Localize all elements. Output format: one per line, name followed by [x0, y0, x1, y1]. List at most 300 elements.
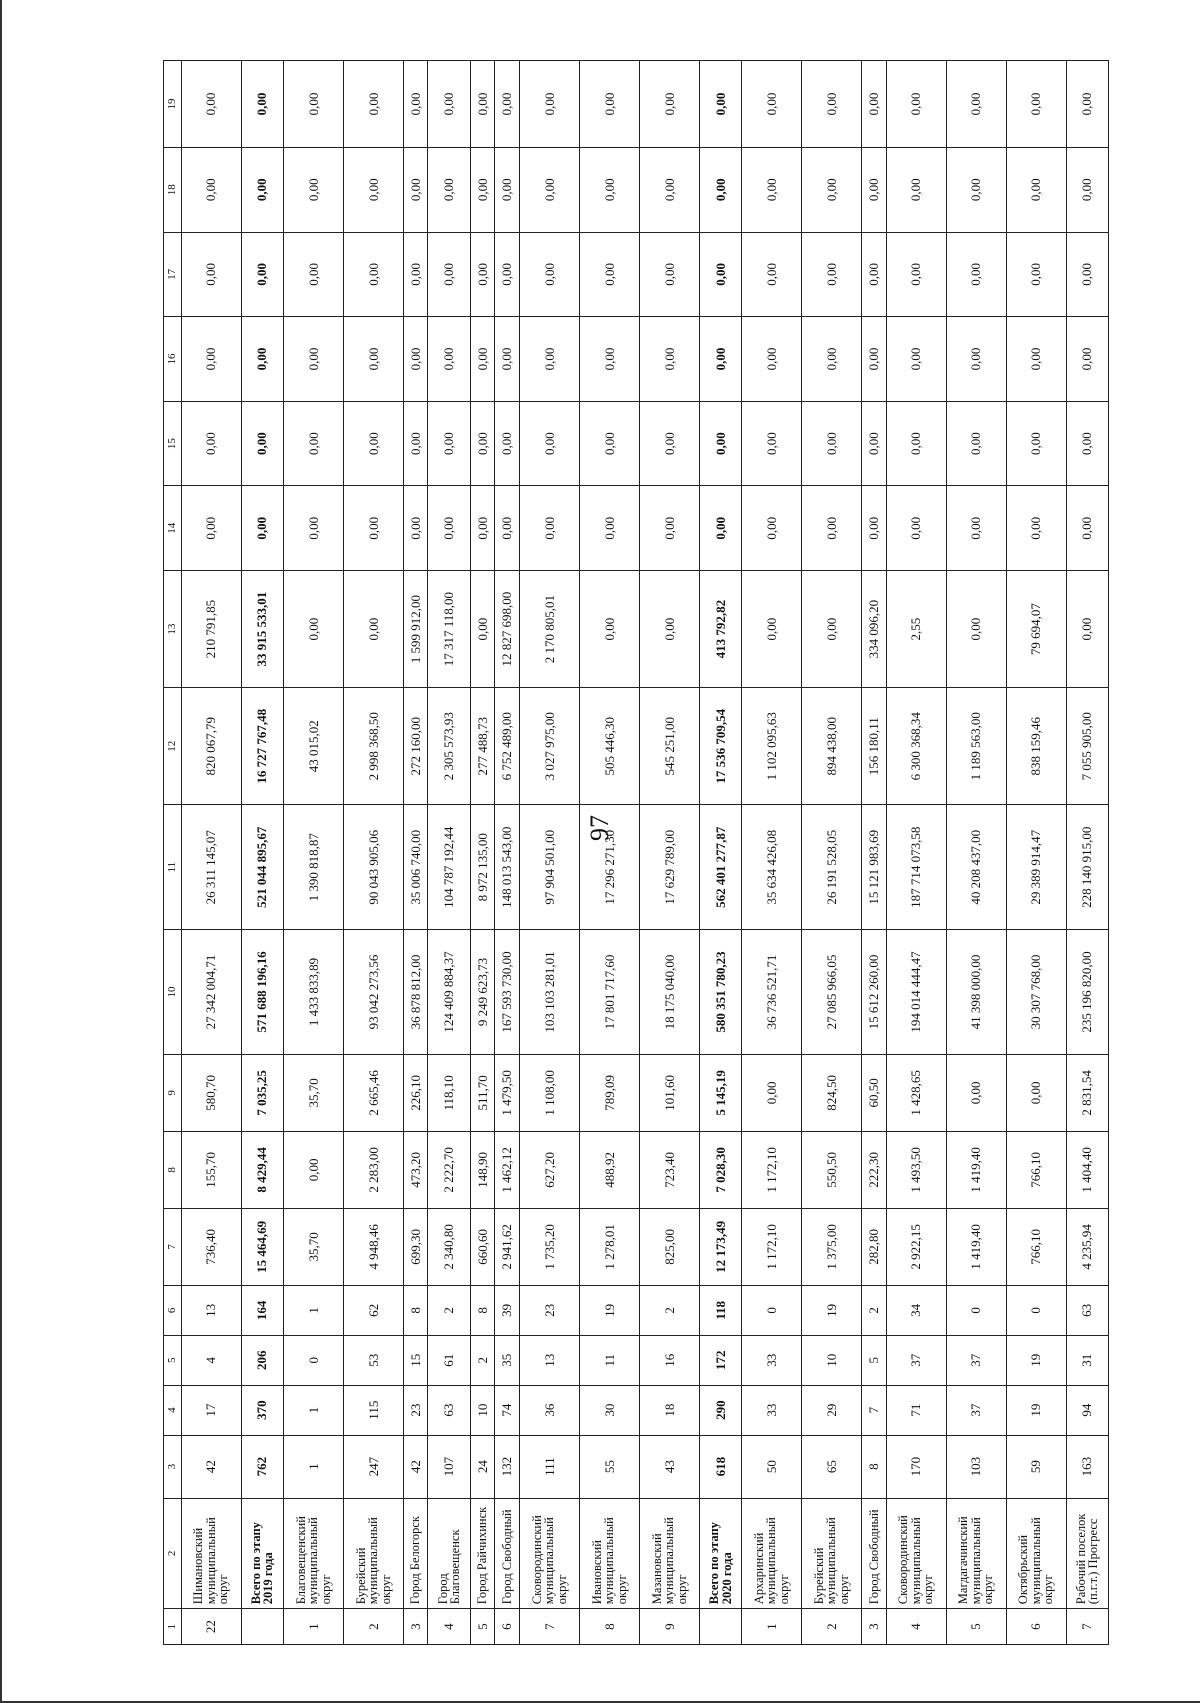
value-cell: 571 688 196,16 [241, 930, 283, 1055]
value-cell: 0,00 [470, 401, 495, 486]
table-row [1006, 61, 1066, 1645]
row-number-cell: 22 [181, 1609, 241, 1645]
value-cell: 17 [181, 1385, 241, 1435]
column-number: 3 [164, 1435, 182, 1498]
value-cell: 118 [699, 1285, 741, 1335]
value-cell: 0,00 [699, 147, 741, 232]
value-cell: 0,00 [1066, 61, 1108, 148]
value-cell: 0,00 [470, 61, 495, 148]
value-cell: 1 419,40 [946, 1131, 1006, 1208]
name-cell: Сковородинский муниципальный округ [886, 1498, 946, 1609]
value-cell: 413 792,82 [699, 570, 741, 687]
name-cell: Сковородинский муниципальный округ [520, 1498, 580, 1609]
value-cell: 29 [802, 1385, 862, 1435]
value-cell: 124 409 884,37 [428, 930, 470, 1055]
value-cell: 0,00 [946, 1054, 1006, 1131]
column-number: 9 [164, 1054, 182, 1131]
value-cell: 33 915 533,01 [241, 570, 283, 687]
value-cell: 0,00 [520, 401, 580, 486]
value-cell: 2 [428, 1285, 470, 1335]
column-number: 2 [164, 1498, 182, 1609]
table-row [520, 61, 580, 1645]
column-number: 10 [164, 930, 182, 1055]
value-cell: 0,00 [495, 147, 520, 232]
value-cell: 0,00 [1066, 486, 1108, 571]
value-cell: 93 042 273,56 [343, 930, 403, 1055]
value-cell: 2 [470, 1335, 495, 1385]
value-cell: 8 [470, 1285, 495, 1335]
value-cell: 550,50 [802, 1131, 862, 1208]
value-cell: 0,00 [886, 232, 946, 317]
column-number: 11 [164, 805, 182, 930]
value-cell: 97 904 501,00 [520, 805, 580, 930]
value-cell: 0,00 [428, 147, 470, 232]
value-cell: 0,00 [580, 570, 640, 687]
value-cell: 0,00 [428, 232, 470, 317]
value-cell: 0,00 [802, 232, 862, 317]
value-cell: 118,10 [428, 1054, 470, 1131]
value-cell: 9 249 623,73 [470, 930, 495, 1055]
value-cell: 0,00 [1066, 570, 1108, 687]
value-cell: 545 251,00 [639, 688, 699, 805]
value-cell: 0,00 [495, 317, 520, 402]
value-cell: 35 634 426,08 [742, 805, 802, 930]
value-cell: 0 [283, 1335, 343, 1385]
value-cell: 2 170 805,01 [520, 570, 580, 687]
value-cell: 0,00 [428, 317, 470, 402]
value-cell: 26 191 528,05 [802, 805, 862, 930]
value-cell: 0,00 [1006, 61, 1066, 148]
value-cell: 1 172,10 [742, 1131, 802, 1208]
name-cell: Всего по этапу 2019 года [241, 1498, 283, 1609]
value-cell: 0,00 [283, 317, 343, 402]
value-cell: 0,00 [802, 570, 862, 687]
value-cell: 1 419,40 [946, 1208, 1006, 1285]
value-cell: 111 [520, 1435, 580, 1498]
value-cell: 2,55 [886, 570, 946, 687]
value-cell: 30 307 768,00 [1006, 930, 1066, 1055]
value-cell: 2 305 573,93 [428, 688, 470, 805]
name-cell: Шимановский муниципальный округ [181, 1498, 241, 1609]
column-number: 17 [164, 232, 182, 317]
name-cell: Ивановский муниципальный округ [580, 1498, 640, 1609]
value-cell: 235 196 820,00 [1066, 930, 1108, 1055]
row-number-cell: 1 [742, 1609, 802, 1645]
value-cell: 37 [946, 1385, 1006, 1435]
value-cell: 63 [1066, 1285, 1108, 1335]
value-cell: 0,00 [283, 570, 343, 687]
table-row [802, 61, 862, 1645]
value-cell: 0,00 [946, 232, 1006, 317]
value-cell: 103 [946, 1435, 1006, 1498]
value-cell: 0,00 [639, 486, 699, 571]
name-cell: Всего по этапу 2020 года [699, 1498, 741, 1609]
value-cell: 0,00 [580, 232, 640, 317]
value-cell: 0,00 [580, 401, 640, 486]
value-cell: 0,00 [403, 61, 428, 148]
value-cell: 0,00 [886, 61, 946, 148]
value-cell: 167 593 730,00 [495, 930, 520, 1055]
value-cell: 1 479,50 [495, 1054, 520, 1131]
value-cell: 370 [241, 1385, 283, 1435]
value-cell: 0,00 [181, 401, 241, 486]
value-cell: 0,00 [699, 401, 741, 486]
name-cell: Мазановский муниципальный округ [639, 1498, 699, 1609]
row-number-cell: 7 [520, 1609, 580, 1645]
value-cell: 2 340,80 [428, 1208, 470, 1285]
value-cell: 1 735,20 [520, 1208, 580, 1285]
value-cell: 26 311 145,07 [181, 805, 241, 930]
page-edge-left [0, 0, 2, 1703]
value-cell: 0,00 [742, 232, 802, 317]
name-cell: Магдагачинский муниципальный округ [946, 1498, 1006, 1609]
value-cell: 0,00 [946, 317, 1006, 402]
value-cell: 0,00 [742, 147, 802, 232]
value-cell: 12 827 698,00 [495, 570, 520, 687]
value-cell: 0,00 [639, 147, 699, 232]
value-cell: 1 189 563,00 [946, 688, 1006, 805]
value-cell: 2 [862, 1285, 887, 1335]
value-cell: 37 [886, 1335, 946, 1385]
value-cell: 0,00 [862, 486, 887, 571]
value-cell: 62 [343, 1285, 403, 1335]
value-cell: 8 972 135,00 [470, 805, 495, 930]
value-cell: 0,00 [283, 61, 343, 148]
value-cell: 0,00 [428, 486, 470, 571]
value-cell: 0,00 [520, 61, 580, 148]
value-cell: 107 [428, 1435, 470, 1498]
value-cell: 0,00 [470, 486, 495, 571]
value-cell: 0,00 [470, 317, 495, 402]
row-number-cell: 2 [343, 1609, 403, 1645]
value-cell: 0,00 [862, 147, 887, 232]
value-cell: 61 [428, 1335, 470, 1385]
value-cell: 8 [403, 1285, 428, 1335]
value-cell: 511,70 [470, 1054, 495, 1131]
value-cell: 170 [886, 1435, 946, 1498]
value-cell: 247 [343, 1435, 403, 1498]
name-cell: Благовещенский муниципальный округ [283, 1498, 343, 1609]
value-cell: 5 [862, 1335, 887, 1385]
value-cell: 31 [1066, 1335, 1108, 1385]
value-cell: 2 941,62 [495, 1208, 520, 1285]
value-cell: 206 [241, 1335, 283, 1385]
value-cell: 1 428,65 [886, 1054, 946, 1131]
value-cell: 0,00 [241, 317, 283, 402]
value-cell: 0,00 [520, 317, 580, 402]
value-cell: 1 [283, 1435, 343, 1498]
value-cell: 4 235,94 [1066, 1208, 1108, 1285]
column-number-row [164, 61, 182, 1645]
value-cell: 894 438,00 [802, 688, 862, 805]
value-cell: 13 [520, 1335, 580, 1385]
total-row [699, 61, 741, 1645]
row-number-cell [241, 1609, 283, 1645]
value-cell: 164 [241, 1285, 283, 1335]
value-cell: 0,00 [1006, 147, 1066, 232]
value-cell: 36 [520, 1385, 580, 1435]
value-cell: 6 752 489,00 [495, 688, 520, 805]
value-cell: 0,00 [283, 147, 343, 232]
value-cell: 74 [495, 1385, 520, 1435]
value-cell: 15 121 983,69 [862, 805, 887, 930]
value-cell: 0 [1006, 1285, 1066, 1335]
column-number: 6 [164, 1285, 182, 1335]
value-cell: 2 222,70 [428, 1131, 470, 1208]
value-cell: 50 [742, 1435, 802, 1498]
value-cell: 226,10 [403, 1054, 428, 1131]
value-cell: 60,50 [862, 1054, 887, 1131]
value-cell: 0 [946, 1285, 1006, 1335]
value-cell: 12 173,49 [699, 1208, 741, 1285]
value-cell: 71 [886, 1385, 946, 1435]
value-cell: 0,00 [742, 401, 802, 486]
value-cell: 1 493,50 [886, 1131, 946, 1208]
value-cell: 0,00 [1066, 317, 1108, 402]
column-number: 19 [164, 61, 182, 148]
value-cell: 19 [580, 1285, 640, 1335]
value-cell: 0,00 [470, 570, 495, 687]
table-row [1066, 61, 1108, 1645]
value-cell: 0,00 [283, 232, 343, 317]
name-cell: Бурейский муниципальный округ [343, 1498, 403, 1609]
value-cell: 0,00 [742, 486, 802, 571]
value-cell: 0,00 [699, 232, 741, 317]
value-cell: 59 [1006, 1435, 1066, 1498]
value-cell: 0,00 [639, 401, 699, 486]
row-number-cell: 2 [802, 1609, 862, 1645]
name-cell: Октябрьский муниципальный округ [1006, 1498, 1066, 1609]
column-number: 12 [164, 688, 182, 805]
value-cell: 0,00 [241, 61, 283, 148]
value-cell: 40 208 437,00 [946, 805, 1006, 930]
value-cell: 2 283,00 [343, 1131, 403, 1208]
value-cell: 766,10 [1006, 1131, 1066, 1208]
row-number-cell: 7 [1066, 1609, 1108, 1645]
value-cell: 24 [470, 1435, 495, 1498]
value-cell: 34 [886, 1285, 946, 1335]
value-cell: 27 085 966,05 [802, 930, 862, 1055]
value-cell: 0,00 [1066, 401, 1108, 486]
row-number-cell: 3 [862, 1609, 887, 1645]
value-cell: 0,00 [428, 401, 470, 486]
value-cell: 5 145,19 [699, 1054, 741, 1131]
value-cell: 1 108,00 [520, 1054, 580, 1131]
value-cell: 0,00 [886, 401, 946, 486]
value-cell: 0,00 [886, 486, 946, 571]
value-cell: 0,00 [802, 147, 862, 232]
value-cell: 156 180,11 [862, 688, 887, 805]
table-row [181, 61, 241, 1645]
value-cell: 222,30 [862, 1131, 887, 1208]
value-cell: 19 [1006, 1385, 1066, 1435]
value-cell: 53 [343, 1335, 403, 1385]
value-cell: 272 160,00 [403, 688, 428, 805]
value-cell: 0,00 [403, 401, 428, 486]
value-cell: 0,00 [403, 317, 428, 402]
value-cell: 334 096,20 [862, 570, 887, 687]
value-cell: 19 [802, 1285, 862, 1335]
value-cell: 16 727 767,48 [241, 688, 283, 805]
value-cell: 115 [343, 1385, 403, 1435]
value-cell: 0,00 [520, 232, 580, 317]
value-cell: 0,00 [946, 401, 1006, 486]
column-number: 13 [164, 570, 182, 687]
value-cell: 0,00 [946, 486, 1006, 571]
table-row [343, 61, 403, 1645]
value-cell: 0 [742, 1285, 802, 1335]
value-cell: 0,00 [470, 147, 495, 232]
value-cell: 0,00 [343, 61, 403, 148]
value-cell: 580 351 780,23 [699, 930, 741, 1055]
value-cell: 0,00 [428, 61, 470, 148]
value-cell: 1 404,40 [1066, 1131, 1108, 1208]
value-cell: 1 433 833,89 [283, 930, 343, 1055]
value-cell: 55 [580, 1435, 640, 1498]
value-cell: 0,00 [520, 486, 580, 571]
value-cell: 0,00 [343, 486, 403, 571]
value-cell: 7 [862, 1385, 887, 1435]
name-cell: Город Свободный [862, 1498, 887, 1609]
value-cell: 0,00 [862, 61, 887, 148]
row-number-cell: 3 [403, 1609, 428, 1645]
value-cell: 36 736 521,71 [742, 930, 802, 1055]
value-cell: 0,00 [181, 317, 241, 402]
value-cell: 825,00 [639, 1208, 699, 1285]
column-number: 4 [164, 1385, 182, 1435]
value-cell: 17 629 789,00 [639, 805, 699, 930]
value-cell: 65 [802, 1435, 862, 1498]
value-cell: 0,00 [946, 147, 1006, 232]
value-cell: 723,40 [639, 1131, 699, 1208]
value-cell: 0,00 [1006, 232, 1066, 317]
value-cell: 1 172,10 [742, 1208, 802, 1285]
value-cell: 94 [1066, 1385, 1108, 1435]
value-cell: 562 401 277,87 [699, 805, 741, 930]
value-cell: 4 [181, 1335, 241, 1385]
value-cell: 17 536 709,54 [699, 688, 741, 805]
value-cell: 0,00 [181, 232, 241, 317]
value-cell: 0,00 [403, 232, 428, 317]
value-cell: 0,00 [241, 232, 283, 317]
column-number: 16 [164, 317, 182, 402]
value-cell: 18 175 040,00 [639, 930, 699, 1055]
name-cell: Город Райчихинск [470, 1498, 495, 1609]
page-number: 97 [585, 815, 614, 841]
value-cell: 8 429,44 [241, 1131, 283, 1208]
value-cell: 7 055 905,00 [1066, 688, 1108, 805]
table-row [403, 61, 428, 1645]
value-cell: 35 006 740,00 [403, 805, 428, 930]
value-cell: 0,00 [1066, 232, 1108, 317]
value-cell: 0,00 [470, 232, 495, 317]
row-number-cell: 6 [1006, 1609, 1066, 1645]
column-number: 5 [164, 1335, 182, 1385]
column-number: 18 [164, 147, 182, 232]
table-row [283, 61, 343, 1645]
value-cell: 0,00 [802, 486, 862, 571]
value-cell: 0,00 [1006, 1054, 1066, 1131]
value-cell: 277 488,73 [470, 688, 495, 805]
value-cell: 282,80 [862, 1208, 887, 1285]
table-row [862, 61, 887, 1645]
value-cell: 1 375,00 [802, 1208, 862, 1285]
value-cell: 0,00 [495, 486, 520, 571]
value-cell: 2 998 368,50 [343, 688, 403, 805]
value-cell: 0,00 [639, 61, 699, 148]
value-cell: 789,09 [580, 1054, 640, 1131]
name-cell: Бурейский муниципальный округ [802, 1498, 862, 1609]
value-cell: 0,00 [343, 147, 403, 232]
value-cell: 0,00 [343, 570, 403, 687]
value-cell: 0,00 [862, 232, 887, 317]
row-number-cell: 5 [946, 1609, 1006, 1645]
value-cell: 3 027 975,00 [520, 688, 580, 805]
value-cell: 0,00 [580, 147, 640, 232]
value-cell: 618 [699, 1435, 741, 1498]
value-cell: 0,00 [886, 317, 946, 402]
value-cell: 1 [283, 1385, 343, 1435]
table-row [470, 61, 495, 1645]
value-cell: 187 714 073,58 [886, 805, 946, 930]
value-cell: 163 [1066, 1435, 1108, 1498]
value-cell: 0,00 [403, 147, 428, 232]
value-cell: 36 878 812,00 [403, 930, 428, 1055]
value-cell: 660,60 [470, 1208, 495, 1285]
row-number-cell [699, 1609, 741, 1645]
value-cell: 0,00 [343, 401, 403, 486]
value-cell: 41 398 000,00 [946, 930, 1006, 1055]
value-cell: 0,00 [580, 61, 640, 148]
value-cell: 79 694,07 [1006, 570, 1066, 687]
name-cell: Архаринский муниципальный округ [742, 1498, 802, 1609]
value-cell: 0,00 [946, 570, 1006, 687]
value-cell: 29 389 914,47 [1006, 805, 1066, 930]
value-cell: 35,70 [283, 1054, 343, 1131]
row-number-cell: 1 [283, 1609, 343, 1645]
value-cell: 19 [1006, 1335, 1066, 1385]
value-cell: 505 446,30 [580, 688, 640, 805]
value-cell: 488,92 [580, 1131, 640, 1208]
value-cell: 0,00 [639, 232, 699, 317]
value-cell: 473,20 [403, 1131, 428, 1208]
value-cell: 104 787 192,44 [428, 805, 470, 930]
value-cell: 838 159,46 [1006, 688, 1066, 805]
value-cell: 35 [495, 1335, 520, 1385]
value-cell: 33 [742, 1385, 802, 1435]
table-row [580, 61, 640, 1645]
value-cell: 0,00 [1006, 486, 1066, 571]
value-cell: 101,60 [639, 1054, 699, 1131]
value-cell: 27 342 004,71 [181, 930, 241, 1055]
table-row [742, 61, 802, 1645]
value-cell: 0,00 [886, 147, 946, 232]
value-cell: 2 831,54 [1066, 1054, 1108, 1131]
value-cell: 0,00 [241, 147, 283, 232]
value-cell: 103 103 281,01 [520, 930, 580, 1055]
value-cell: 0,00 [495, 401, 520, 486]
value-cell: 0,00 [639, 570, 699, 687]
value-cell: 824,50 [802, 1054, 862, 1131]
value-cell: 155,70 [181, 1131, 241, 1208]
value-cell: 580,70 [181, 1054, 241, 1131]
value-cell: 0,00 [283, 486, 343, 571]
value-cell: 0,00 [1006, 401, 1066, 486]
value-cell: 0,00 [181, 61, 241, 148]
value-cell: 762 [241, 1435, 283, 1498]
value-cell: 0,00 [699, 486, 741, 571]
value-cell: 0,00 [181, 486, 241, 571]
